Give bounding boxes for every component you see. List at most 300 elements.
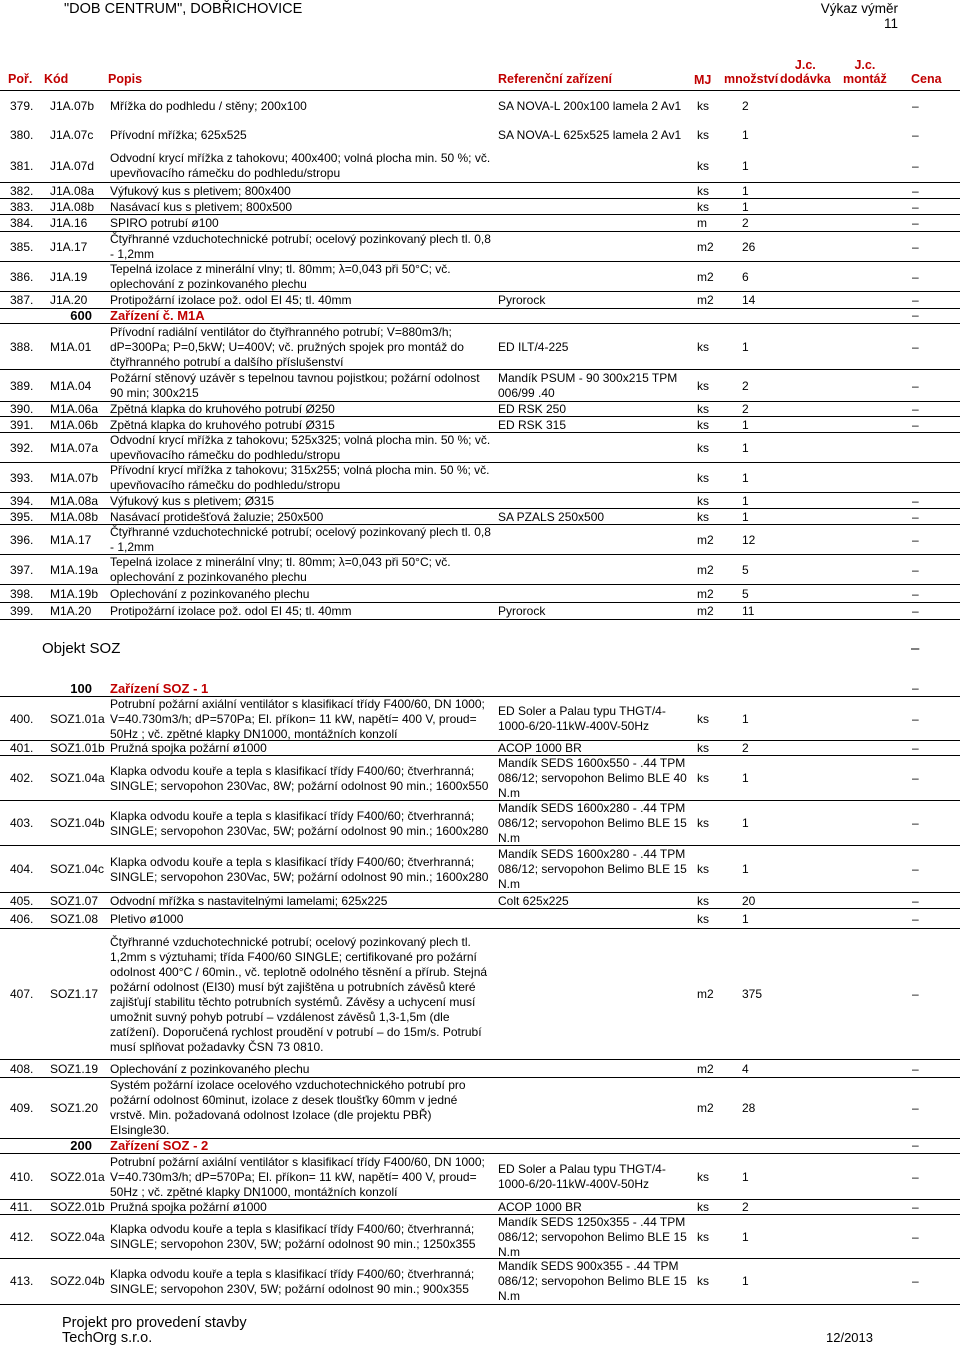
price-dash: – xyxy=(912,127,919,142)
row-number: 380. xyxy=(10,127,34,142)
table-row xyxy=(0,462,960,493)
quantity: 12 xyxy=(742,532,756,547)
table-row xyxy=(0,554,960,585)
item-code: SOZ1.04b xyxy=(50,816,105,830)
row-number: 385. xyxy=(10,239,34,254)
section-title: Zařízení SOZ - 1 xyxy=(110,680,209,696)
row-number: 379. xyxy=(10,98,34,113)
section-number: 600 xyxy=(70,307,92,323)
reference-device: ED ILT/4-225 xyxy=(498,339,569,354)
footer-project: Projekt pro provedení stavby xyxy=(62,1315,247,1331)
table-row xyxy=(0,1059,960,1078)
item-code: M1A.08b xyxy=(50,509,99,524)
reference-device: Mandík SEDS 1600x280 - .44 TPM 086/12; servopohon Belimo BLE 15 N.m xyxy=(498,801,687,845)
table-row xyxy=(0,892,960,909)
reference-device xyxy=(498,493,694,509)
item-description: Odvodní krycí mřížka z tahokovu; 525x325; volná plocha min. 50 %; vč. upevňovacího rámečku do podhledu/stropu xyxy=(110,433,491,462)
table-row xyxy=(0,800,960,846)
table-row xyxy=(0,755,960,801)
table-row xyxy=(0,214,960,232)
row-number: 410. xyxy=(10,1169,34,1184)
section-title: Zařízení č. M1A xyxy=(110,307,205,323)
unit: ks xyxy=(697,711,709,726)
row-number: 394. xyxy=(10,493,34,508)
price-dash: – xyxy=(912,771,919,785)
table-row xyxy=(0,369,960,402)
row-number: 398. xyxy=(10,586,34,601)
item-description: Protipožární izolace pož. odol EI 45; tl. 40mm xyxy=(110,292,352,307)
unit: ks xyxy=(697,199,709,214)
table-row xyxy=(0,1258,960,1305)
price-dash: – xyxy=(912,402,919,416)
row-number: 388. xyxy=(10,339,34,354)
quantity: 1 xyxy=(742,1229,749,1244)
item-code: M1A.20 xyxy=(50,603,92,618)
price-dash: – xyxy=(912,158,919,173)
item-code: SOZ2.04b xyxy=(50,1274,105,1288)
unit: ks xyxy=(697,470,709,485)
item-code: M1A.07b xyxy=(50,470,99,485)
quantity: 1 xyxy=(742,493,749,508)
price-dash: – xyxy=(912,711,919,726)
col-kod: Kód xyxy=(44,72,69,86)
price-dash: – xyxy=(912,509,919,524)
table-row xyxy=(0,432,960,463)
unit: ks xyxy=(697,509,709,524)
row-number: 391. xyxy=(10,417,34,432)
row-number: 386. xyxy=(10,269,34,284)
reference-device: Pyrorock xyxy=(498,292,546,307)
item-code: M1A.06b xyxy=(50,417,99,432)
quantity: 2 xyxy=(742,216,749,230)
unit: ks xyxy=(697,339,709,354)
unit: ks xyxy=(697,158,709,173)
row-number: 412. xyxy=(10,1229,34,1244)
col-jc-dodavka: J.c. dodávka xyxy=(780,58,831,86)
row-number: 405. xyxy=(10,893,34,908)
reference-device xyxy=(498,929,694,1060)
reference-device xyxy=(498,585,694,603)
reference-device: Mandík SEDS 900x355 - .44 TPM 086/12; servopohon Belimo BLE 15 N.m xyxy=(498,1259,687,1303)
row-number: 387. xyxy=(10,292,34,307)
price-dash: – xyxy=(912,562,919,577)
item-description: Zpětná klapka do kruhového potrubí Ø250 xyxy=(110,402,335,416)
row-number: 393. xyxy=(10,470,34,485)
quantity: 1 xyxy=(742,1169,749,1184)
quantity: 1 xyxy=(742,711,749,726)
table-row xyxy=(0,928,960,1060)
row-number: 407. xyxy=(10,987,34,1001)
price-dash xyxy=(912,433,926,463)
unit: m2 xyxy=(697,603,714,618)
quantity: 14 xyxy=(742,292,756,307)
item-code: SOZ1.04c xyxy=(50,862,105,876)
reference-device: ED RSK 315 xyxy=(498,417,567,432)
unit: m2 xyxy=(697,292,714,307)
table-row xyxy=(0,94,960,118)
item-description: Přívodní krycí mřížka z tahokovu; 315x255; volná plocha min. 50 %; vč. upevňovacího rámečku do podhledu/stropu xyxy=(110,463,490,492)
item-description: Klapka odvodu kouře a tepla s klasifikací třídy F400/60; čtverhranná; SINGLE; servopohon 230V, 5W; požární odolnost 90 min.; 900x355 xyxy=(110,1266,475,1296)
col-ref: Referenční zařízení xyxy=(498,72,612,86)
reference-device: SA NOVA-L 625x525 lamela 2 Av1 xyxy=(498,127,682,142)
item-description: Zpětná klapka do kruhového potrubí Ø315 xyxy=(110,417,335,432)
price-dash: – xyxy=(912,239,919,254)
item-code: J1A.20 xyxy=(50,292,88,307)
price-dash: – xyxy=(912,1229,919,1244)
item-code: SOZ1.20 xyxy=(50,1100,99,1115)
table-row xyxy=(0,416,960,433)
item-code: M1A.01 xyxy=(50,339,92,354)
col-popis: Popis xyxy=(108,72,143,86)
section-row xyxy=(0,307,960,323)
price-dash: – xyxy=(912,216,919,230)
unit: ks xyxy=(697,440,709,455)
reference-device: SA NOVA-L 200x100 lamela 2 Av1 xyxy=(498,98,682,113)
item-code: SOZ2.01a xyxy=(50,1169,105,1184)
unit: ks xyxy=(697,1169,709,1184)
item-code: M1A.04 xyxy=(50,378,92,393)
unit: ks xyxy=(697,1200,709,1214)
item-description: Přívodní mřížka; 625x525 xyxy=(110,127,247,142)
unit: m2 xyxy=(697,532,714,547)
reference-device xyxy=(498,433,694,463)
item-description: Mřížka do podhledu / stěny; 200x100 xyxy=(110,98,307,113)
reference-device: Colt 625x225 xyxy=(498,893,569,908)
unit: ks xyxy=(697,771,709,785)
footer-date: 12/2013 xyxy=(826,1330,873,1345)
reference-device xyxy=(498,215,694,232)
reference-device: ACOP 1000 BR xyxy=(498,1200,582,1214)
item-code: M1A.19a xyxy=(50,562,99,577)
unit: ks xyxy=(697,893,709,908)
row-number: 397. xyxy=(10,562,34,577)
table-row xyxy=(0,524,960,555)
item-description: Čtyřhranné vzduchotechnické potrubí; ocelový pozinkovaný plech tl. 0,8 - 1,2mm xyxy=(110,232,491,261)
table-row xyxy=(0,150,960,182)
reference-device: ACOP 1000 BR xyxy=(498,741,582,755)
unit: m xyxy=(697,216,707,230)
row-number: 404. xyxy=(10,862,34,876)
price-dash: – xyxy=(912,199,919,214)
quantity: 1 xyxy=(742,771,749,785)
reference-device: ED RSK 250 xyxy=(498,402,567,416)
price-dash: – xyxy=(912,1100,919,1115)
item-description: Klapka odvodu kouře a tepla s klasifikací třídy F400/60; čtverhranná; SINGLE; servopohon 230Vac, 5W; požární odolnost 90 min.; 1600x280 xyxy=(110,808,489,838)
item-code: M1A.17 xyxy=(50,532,92,547)
unit: ks xyxy=(697,127,709,142)
quantity: 5 xyxy=(742,586,749,601)
table-row xyxy=(0,1199,960,1215)
object-title: Objekt SOZ xyxy=(42,640,121,657)
doc-title: Výkaz výměr xyxy=(820,1,898,16)
unit: ks xyxy=(697,378,709,393)
reference-device xyxy=(498,1078,694,1138)
quantity: 1 xyxy=(742,470,749,485)
reference-device xyxy=(498,199,694,215)
table-row xyxy=(0,508,960,525)
unit: ks xyxy=(697,1229,709,1244)
quantity: 1 xyxy=(742,158,749,173)
table-row xyxy=(0,845,960,893)
quantity: 1 xyxy=(742,417,749,432)
unit: m2 xyxy=(697,987,714,1001)
unit: ks xyxy=(697,493,709,508)
reference-device xyxy=(498,463,694,493)
item-description: Nasávací kus s pletivem; 800x500 xyxy=(110,199,293,214)
item-description: Tepelná izolace z minerální vlny; tl. 80mm; λ=0,043 při 50°C; vč. oplechování z pozinkovaného plechu xyxy=(110,262,451,291)
quantity: 2 xyxy=(742,378,749,393)
item-description: SPIRO potrubí ø100 xyxy=(110,216,219,230)
table-row xyxy=(0,696,960,741)
item-code: J1A.17 xyxy=(50,239,88,254)
section-dash: – xyxy=(912,1137,919,1152)
reference-device xyxy=(498,232,694,262)
item-description: Čtyřhranné vzduchotechnické potrubí; ocelový pozinkovaný plech tl. 1,2mm s výztuhami; třída F400/60 SINGLE; certifikované pro požární odolnost 400°C / 60min., vč. teplotně odolného těsnění a přírub. Stejná požární odolnost (EI30) musí být zajištěna u potrubních závěsů které zajišťují stabilitu těchto potrubních systémů. Závěsy a uchycení musí umožnit suvný pohyb potrubí – vzdálenost závěsů 1,3-1,5m (dle zatížení). Doporučená rychlost proudění v potrubí – do 15m/s. Potrubí musí splňovat požadavky ČSN 73 0810. xyxy=(110,934,488,1054)
unit: ks xyxy=(697,741,709,755)
reference-device: ED Soler a Palau typu THGT/4-1000-6/20-11kW-400V-50Hz xyxy=(498,1162,666,1191)
quantity: 2 xyxy=(742,402,749,416)
section-row xyxy=(0,1137,960,1153)
section-number: 100 xyxy=(70,680,92,696)
row-number: 392. xyxy=(10,440,34,455)
unit: m2 xyxy=(697,1061,714,1076)
quantity: 1 xyxy=(742,862,749,876)
row-number: 383. xyxy=(10,199,34,214)
item-code: J1A.19 xyxy=(50,269,88,284)
price-dash: – xyxy=(912,292,919,307)
row-number: 402. xyxy=(10,771,34,785)
price-dash: – xyxy=(912,586,919,601)
reference-device xyxy=(498,150,694,182)
price-dash: – xyxy=(912,911,919,926)
reference-device xyxy=(498,525,694,555)
item-description: Klapka odvodu kouře a tepla s klasifikací třídy F400/60; čtverhranná; SINGLE; servopohon 230Vac, 5W; požární odolnost 90 min.; 1600x280 xyxy=(110,854,489,884)
price-dash: – xyxy=(912,1061,919,1076)
col-mnozstvi: množství xyxy=(724,72,779,86)
item-code: M1A.19b xyxy=(50,586,99,601)
price-dash: – xyxy=(912,493,919,508)
item-description: Klapka odvodu kouře a tepla s klasifikací třídy F400/60; čtverhranná; SINGLE; servopohon 230V, 5W; požární odolnost 90 min.; 1250x355 xyxy=(110,1222,476,1251)
price-dash: – xyxy=(912,1200,919,1214)
reference-device xyxy=(498,1060,694,1078)
reference-device: Mandík PSUM - 90 300x215 TPM 006/99 .40 xyxy=(498,371,678,400)
row-number: 400. xyxy=(10,711,34,726)
unit: m2 xyxy=(697,562,714,577)
quantity: 2 xyxy=(742,741,749,755)
quantity: 26 xyxy=(742,239,756,254)
quantity: 1 xyxy=(742,816,749,830)
price-dash: – xyxy=(912,893,919,908)
item-code: SOZ1.01b xyxy=(50,741,105,755)
quantity: 1 xyxy=(742,1274,749,1288)
project-name: "DOB CENTRUM", DOBŘICHOVICE xyxy=(64,1,303,17)
item-description: Oplechování z pozinkovaného plechu xyxy=(110,1061,310,1076)
item-code: SOZ1.19 xyxy=(50,1061,99,1076)
table-row xyxy=(0,584,960,603)
table-row xyxy=(0,1214,960,1259)
quantity: 1 xyxy=(742,440,749,455)
unit: ks xyxy=(697,911,709,926)
section-dash: – xyxy=(912,680,919,695)
row-number: 411. xyxy=(10,1200,33,1214)
table-row xyxy=(0,1077,960,1139)
unit: ks xyxy=(697,402,709,416)
price-dash: – xyxy=(912,417,919,432)
row-number: 399. xyxy=(10,603,34,618)
row-number: 408. xyxy=(10,1061,34,1076)
unit: ks xyxy=(697,1274,709,1288)
item-code: SOZ2.01b xyxy=(50,1200,105,1214)
row-number: 389. xyxy=(10,378,34,393)
item-description: Pružná spojka požární ø1000 xyxy=(110,741,267,755)
item-description: Výfukový kus s pletivem; Ø315 xyxy=(110,493,275,508)
item-description: Potrubní požární axiální ventilátor s klasifikací třídy F400/60, DN 1000; V=40.730m3/h; dP=570Pa; El. příkon= 11 kW, napětí= 400 V, proud= 50Hz ; vč. zpětné klapky DN1000, montážních konzolí xyxy=(110,696,485,741)
quantity: 375 xyxy=(742,987,763,1001)
reference-device: Mandík SEDS 1250x355 - .44 TPM 086/12; servopohon Belimo BLE 15 N.m xyxy=(498,1214,687,1259)
item-description: Tepelná izolace z minerální vlny; tl. 80mm; λ=0,043 při 50°C; vč. oplechování z pozinkovaného plechu xyxy=(110,555,451,584)
row-number: 381. xyxy=(10,158,34,173)
row-number: 395. xyxy=(10,509,34,524)
section-title: Zařízení SOZ - 2 xyxy=(110,1137,209,1153)
item-code: J1A.08b xyxy=(50,199,95,214)
quantity: 6 xyxy=(742,269,749,284)
table-row xyxy=(0,740,960,756)
quantity: 1 xyxy=(742,509,749,524)
quantity: 4 xyxy=(742,1061,749,1076)
item-code: SOZ1.08 xyxy=(50,911,99,926)
reference-device: Mandík SEDS 1600x550 - .44 TPM 086/12; servopohon Belimo BLE 40 N.m xyxy=(498,756,687,800)
price-dash: – xyxy=(912,98,919,113)
reference-device: ED Soler a Palau typu THGT/4-1000-6/20-11kW-400V-50Hz xyxy=(498,704,666,733)
item-description: Protipožární izolace pož. odol EI 45; tl. 40mm xyxy=(110,603,352,618)
table-row xyxy=(0,492,960,509)
price-dash: – xyxy=(912,1274,919,1288)
item-code: SOZ1.17 xyxy=(50,987,99,1001)
item-description: Nasávací protidešťová žaluzie; 250x500 xyxy=(110,509,324,524)
price-dash: – xyxy=(912,1169,919,1184)
item-code: M1A.08a xyxy=(50,493,99,508)
row-number: 384. xyxy=(10,216,34,230)
object-dash: – xyxy=(911,640,920,657)
item-description: Klapka odvodu kouře a tepla s klasifikací třídy F400/60; čtverhranná; SINGLE; servopohon 230Vac, 8W; požární odolnost 90 min.; 1600x550 xyxy=(110,763,489,793)
reference-device xyxy=(498,262,694,292)
reference-device: SA PZALS 250x500 xyxy=(498,509,605,524)
col-mj: MJ xyxy=(694,73,712,87)
table-row xyxy=(0,401,960,417)
row-number: 403. xyxy=(10,816,34,830)
table-row xyxy=(0,323,960,370)
item-code: SOZ1.04a xyxy=(50,771,105,785)
quantity: 1 xyxy=(742,199,749,214)
table-row xyxy=(0,120,960,150)
unit: m2 xyxy=(697,1100,714,1115)
reference-device xyxy=(498,183,694,199)
row-number: 390. xyxy=(10,402,34,416)
item-description: Pružná spojka požární ø1000 xyxy=(110,1200,267,1214)
table-row xyxy=(0,261,960,292)
item-code: SOZ1.01a xyxy=(50,711,105,726)
unit: ks xyxy=(697,417,709,432)
item-description: Přívodní radiální ventilátor do čtyřhranného potrubí; V=880m3/h; dP=300Pa; P=0,5kW; U=400V; vč. pružných spojek pro montáž do čtyřhranného potrubí a dalšího příslušenství xyxy=(110,324,464,369)
quantity: 20 xyxy=(742,893,756,908)
section-dash: – xyxy=(912,307,919,322)
item-description: Čtyřhranné vzduchotechnické potrubí; ocelový pozinkovaný plech tl. 0,8 - 1,2mm xyxy=(110,525,491,554)
price-dash: – xyxy=(912,532,919,547)
reference-device: Pyrorock xyxy=(498,603,546,618)
item-description: Odvodní krycí mřížka z tahokovu; 400x400; volná plocha min. 50 %; vč. upevňovacího rámečku do podhledu/stropu xyxy=(110,151,491,180)
item-code: J1A.08a xyxy=(50,183,95,198)
price-dash xyxy=(912,463,926,493)
item-code: J1A.07b xyxy=(50,98,95,113)
quantity: 11 xyxy=(742,603,755,618)
item-description: Výfukový kus s pletivem; 800x400 xyxy=(110,183,291,198)
quantity: 28 xyxy=(742,1100,756,1115)
row-number: 409. xyxy=(10,1100,34,1115)
quantity: 1 xyxy=(742,127,749,142)
quantity: 1 xyxy=(742,911,749,926)
unit: m2 xyxy=(697,239,714,254)
row-number: 396. xyxy=(10,532,34,547)
item-description: Požární stěnový uzávěr s tepelnou tavnou pojistkou; požární odolnost 90 min; 300x215 xyxy=(110,371,480,400)
section-row xyxy=(0,680,960,696)
col-jc-montaz: J.c. montáž xyxy=(843,58,887,86)
price-dash: – xyxy=(912,603,919,618)
item-code: J1A.07d xyxy=(50,158,95,173)
price-dash: – xyxy=(912,183,919,198)
price-dash: – xyxy=(912,862,919,876)
unit: ks xyxy=(697,862,709,876)
unit: ks xyxy=(697,183,709,198)
price-dash: – xyxy=(912,987,919,1001)
row-number: 401. xyxy=(10,741,34,755)
quantity: 1 xyxy=(742,183,749,198)
unit: ks xyxy=(697,98,709,113)
reference-device xyxy=(498,909,694,929)
price-dash: – xyxy=(912,269,919,284)
table-row xyxy=(0,231,960,262)
page-number: 11 xyxy=(883,16,898,31)
quantity: 1 xyxy=(742,339,749,354)
col-por: Poř. xyxy=(8,72,33,86)
quantity: 2 xyxy=(742,1200,749,1214)
price-dash: – xyxy=(912,339,919,354)
item-code: J1A.16 xyxy=(50,216,88,230)
item-code: J1A.07c xyxy=(50,127,94,142)
table-row xyxy=(0,198,960,215)
unit: ks xyxy=(697,816,709,830)
col-cena: Cena xyxy=(911,72,942,86)
row-number: 382. xyxy=(10,183,34,198)
price-dash: – xyxy=(912,741,919,755)
item-description: Systém požární izolace ocelového vzduchotechnického potrubí pro požární odolnost 60minut, izolace z desek tloušťky 60mm v jedné vrstvě. Min. požadovaná odolnost Izolace (dle projektu PBŘ) EIsingle30. xyxy=(110,1078,466,1137)
quantity: 2 xyxy=(742,98,749,113)
table-row xyxy=(0,182,960,199)
item-code: SOZ2.04a xyxy=(50,1229,105,1244)
unit: m2 xyxy=(697,269,714,284)
footer-company: TechOrg s.r.o. xyxy=(62,1330,153,1346)
price-dash: – xyxy=(912,378,919,393)
unit: m2 xyxy=(697,586,714,601)
price-dash: – xyxy=(912,816,919,830)
reference-device: Mandík SEDS 1600x280 - .44 TPM 086/12; servopohon Belimo BLE 15 N.m xyxy=(498,847,687,891)
table-row xyxy=(0,1153,960,1200)
item-description: Oplechování z pozinkovaného plechu xyxy=(110,586,310,601)
item-code: M1A.07a xyxy=(50,440,99,455)
row-number: 413. xyxy=(10,1274,34,1288)
item-code: SOZ1.07 xyxy=(50,893,99,908)
item-code: M1A.06a xyxy=(50,402,99,416)
reference-device xyxy=(498,555,694,585)
